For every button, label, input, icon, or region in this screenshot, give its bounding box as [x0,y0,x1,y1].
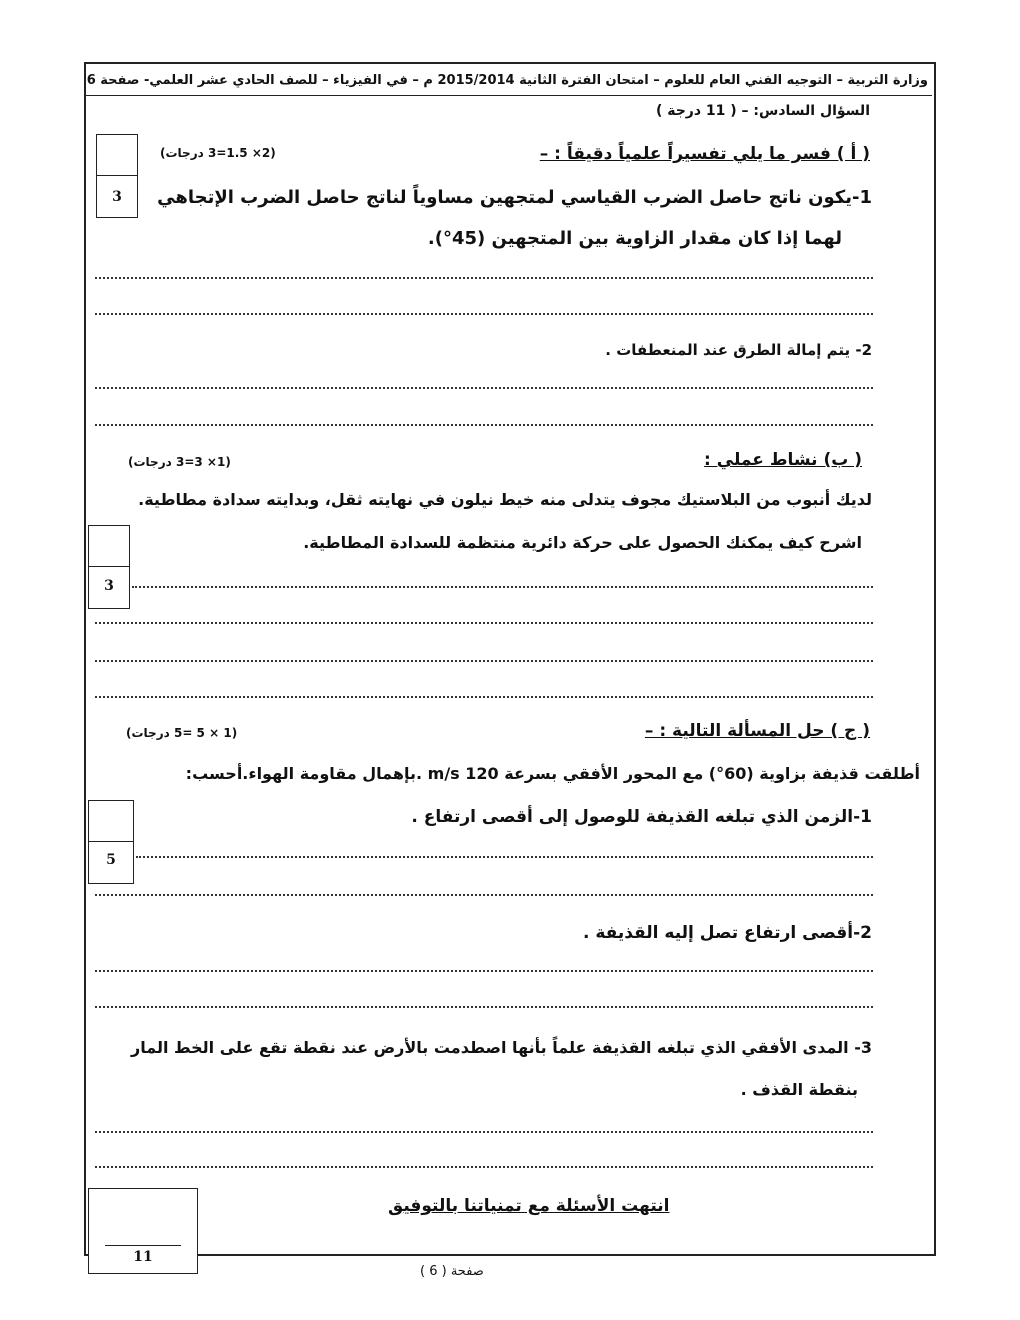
part-a-q1-line1: 1-يكون ناتج حاصل الضرب القياسي لمتجهين مساوياً لناتج حاصل الضرب الإتجاهي [157,187,872,208]
part-c-q2: 2-أقصى ارتفاع تصل إليه القذيفة . [582,923,872,943]
part-b-line2: اشرح كيف يمكنك الحصول على حركة دائرية منتظمة للسدادة المطاطية. [303,533,862,552]
answer-line [95,894,873,896]
closing-message: انتهت الأسئلة مع تمنياتنا بالتوفيق [388,1196,670,1216]
total-divider [105,1245,181,1246]
answer-line [95,313,873,315]
part-c-q1: 1-الزمن الذي تبلغه القذيفة للوصول إلى أقصى ارتفاع . [411,807,872,827]
part-c-q3-line1: 3- المدى الأفقي الذي تبلغه القذيفة علماً بأنها اصطدمت بالأرض عند نقطة تقع على الخط المار [131,1038,872,1057]
total-box [88,1188,198,1274]
answer-line [95,622,873,624]
mark-box-c [88,800,134,884]
part-b-score: (1× 3=3 درجات) [128,455,231,469]
question-title: السؤال السادس: – ( 11 درجة ) [655,103,870,119]
mark-box-c-score: 5 [106,852,116,868]
header-divider [86,95,932,96]
part-c-score: (1 × 5 =5 درجات) [126,726,238,740]
mark-box-a [96,134,138,218]
answer-line [95,660,873,662]
part-b-label: ( ب) نشاط عملي : [704,450,862,470]
answer-line [95,424,873,426]
answer-line [136,856,873,858]
page-number: صفحة ( 6 ) [420,1264,484,1279]
answer-line [95,387,873,389]
part-a-label: ( أ ) فسر ما يلي تفسيراً علمياً دقيقاً : – [539,144,870,164]
total-score: 11 [133,1249,153,1265]
part-c-q3-line2: بنقطة القذف . [740,1080,858,1099]
exam-header: وزارة التربية – التوجيه الفني العام للعلوم – امتحان الفترة الثانية 2015/2014 م – في الفيزياء – للصف الحادي عشر العلمي- صفحة 6 [86,73,928,88]
answer-line [95,277,873,279]
answer-line [132,586,873,588]
part-a-score: (2× 1.5=3 درجات) [160,146,276,160]
part-a-q2: 2- يتم إمالة الطرق عند المنعطفات . [605,341,872,359]
part-b-line1: لديك أنبوب من البلاستيك مجوف يتدلى منه خيط نيلون في نهايته ثقل، وبدايته سدادة مطاطية. [138,490,872,509]
part-c-intro: أطلقت قذيفة بزاوية (60°) مع المحور الأفقي بسرعة 120 m/s .بإهمال مقاومة الهواء.أحسب: [185,764,920,783]
answer-line [95,696,873,698]
answer-line [95,970,873,972]
part-a-q1-line2: لهما إذا كان مقدار الزاوية بين المتجهين (45°). [427,228,842,249]
answer-line [95,1131,873,1133]
part-c-label: ( ج ) حل المسألة التالية : – [644,721,870,741]
mark-box-b [88,525,130,609]
answer-line [95,1006,873,1008]
answer-line [95,1166,873,1168]
mark-box-a-score: 3 [112,189,122,205]
mark-box-b-score: 3 [104,578,114,594]
